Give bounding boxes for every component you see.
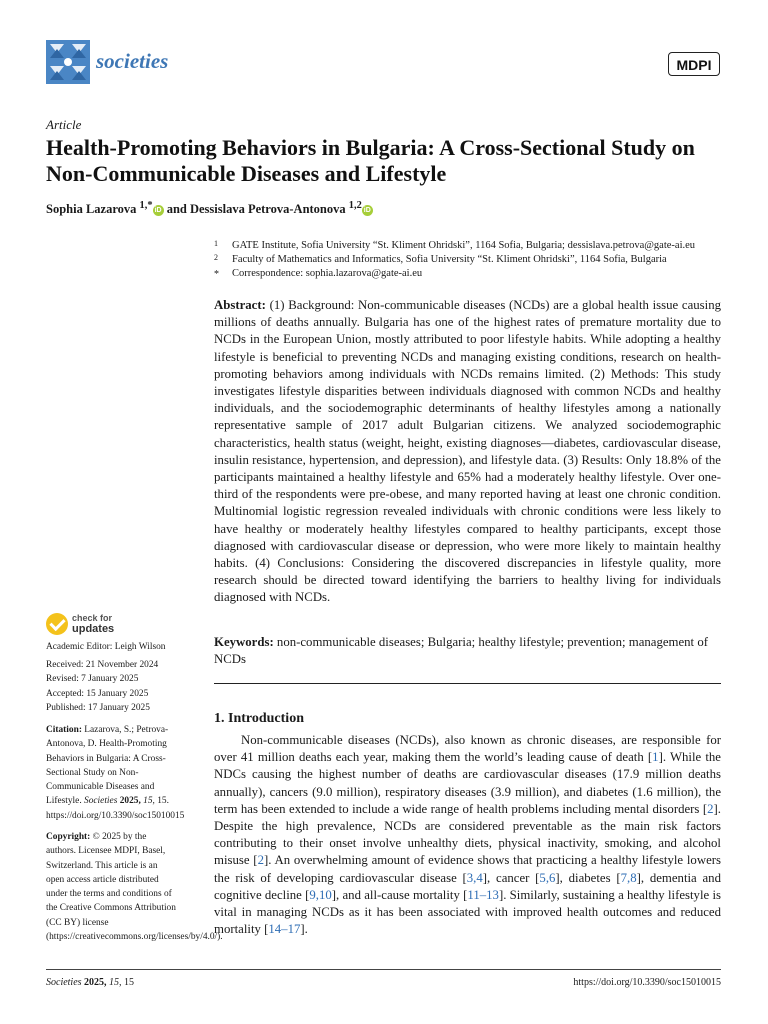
updates-label: updates <box>72 623 115 635</box>
affiliation-list <box>214 239 734 281</box>
abstract-text: (1) Background: Non-communicable diseases (NCDs) are a global health issue causing millions of deaths annually. Bulgaria has one of the highest rates of premature mortality due to NCDs in the European Union, mostly attributed to poor lifestyle habits. While adopting a healthy lifestyle is beneficial to preventing NCDs and managing existing conditions, research on health-promoting behaviors among individuals with NCDs remains limited. (2) Methods: This study investigates lifestyle disparities between individuals diagnosed with common NCDs and healthy individuals, and the sociodemographic determinants of healthy lifestyles among a nationally representative sample of 2017 adult Bulgarian citizens. We analyzed sociodemographic characteristics, health status (weight, height, existing diagnoses—diabetes, cardiovascular disease, insulin resistance, hypertension, and depression), and lifestyle data. (3) Results: Only 18.8% of the participants maintained a healthy lifestyle and 65% had a moderately healthy lifestyle. Over one-third of the respondents were pre-obese, and many reported having at least one chronic condition. Multinomial logistic regression revealed individuals with chronic conditions were less likely to have healthy or moderately healthy lifestyles compared to healthy participants, except those diagnosed with cardiovascular disease or depression, who were more likely to maintain healthy habits. (4) Conclusions: Considering the discovered discrepancies in lifestyle quality, more research should be directed toward identifying the barriers to healthy living for individuals diagnosed with NCDs. <box>214 298 722 605</box>
publication-dates <box>46 658 178 715</box>
check-for-updates-badge[interactable] <box>46 612 156 638</box>
body-text: ], cancer [ <box>482 870 540 885</box>
citation-link[interactable]: 14–17 <box>268 922 301 937</box>
academic-editor: Academic Editor: Leigh Wilson <box>46 642 166 652</box>
body-text: ]. <box>300 922 308 937</box>
citation-block <box>46 723 185 823</box>
author-conjunction: and <box>166 202 187 217</box>
orcid-icon[interactable]: iD <box>363 207 371 215</box>
body-text: ], dementia and cognitive decline [ <box>214 870 721 902</box>
author-list <box>46 200 373 217</box>
author-affiliation-mark: 1,* <box>139 200 153 211</box>
citation-link[interactable]: 2 <box>707 801 714 816</box>
citation-label: Citation: <box>46 725 82 735</box>
body-text: ], diabetes [ <box>555 870 621 885</box>
citation-link[interactable]: 7,8 <box>620 870 637 885</box>
body-text: ]. Similarly, sustaining a healthy lifestyle is vital in managing NCDs as it has been associated with improved health outcomes and reduced mortality [ <box>214 887 721 937</box>
copyright-label: Copyright: <box>46 832 91 842</box>
affiliation-item <box>214 253 734 267</box>
citation-link[interactable]: 3,4 <box>466 870 483 885</box>
publisher-logo: MDPI <box>668 52 720 76</box>
received-date: Received: 21 November 2024 <box>46 660 159 670</box>
published-date: Published: 17 January 2025 <box>46 702 150 713</box>
copyright-block <box>46 830 223 944</box>
orcid-icon[interactable]: iD <box>154 207 162 215</box>
check-label: check for <box>72 613 113 623</box>
body-text: Non-communicable diseases (NCDs), also known as chronic diseases, are responsible for over 41 million deaths each year, making them the world’s leading cause of death [ <box>214 733 721 765</box>
citation-volume: 15, <box>143 796 155 807</box>
body-text: ], and all-cause mortality [ <box>331 887 468 902</box>
affiliation-text: GATE Institute, Sofia University “St. Kliment Ohridski”, 1164 Sofia, Bulgaria; dessislava.petrova@gate-ai.eu <box>232 240 696 251</box>
author-name[interactable]: Sophia Lazarova <box>46 202 137 217</box>
copyright-text: © 2025 by the authors. Licensee MDPI, Basel, Switzerland. This article is an open access article distributed under the terms and conditions of the Creative Commons Attribution (CC BY) license (https://creativecommons.org/licenses/by/4.0/). <box>46 832 223 943</box>
footer-volume: 15, <box>109 977 122 988</box>
citation-link[interactable]: 11–13 <box>467 887 499 902</box>
section-title: 1. Introduction <box>214 711 304 726</box>
article-title: Health-Promoting Behaviors in Bulgaria: A Cross-Sectional Study on Non-Communicable Diseases and Lifestyle <box>46 135 695 186</box>
abstract-label: Abstract: <box>214 298 266 312</box>
citation-link[interactable]: 9,10 <box>309 887 332 902</box>
journal-name: societies <box>96 49 169 73</box>
body-text: ]. An overwhelming amount of evidence shows that practicing a healthy lifestyle lowers the risk of developing cardiovascular disease [ <box>214 853 721 885</box>
societies-logo-icon <box>46 40 90 84</box>
check-icon <box>46 613 68 635</box>
affiliation-item <box>214 239 734 253</box>
footer-divider <box>46 969 721 970</box>
abstract <box>214 297 721 607</box>
affiliation-mark: 1 <box>214 239 218 248</box>
footer-journal: Societies <box>46 977 82 988</box>
affiliation-item <box>214 267 734 281</box>
body-text: ]. While the NDCs causing the highest number of deaths are cardiovascular diseases (17.9 million deaths annually), cancers (9.0 million), respiratory diseases (3.9 million), and diabetes (1.6 million), the term has been extended to include a wide range of health problems including mental disorders [ <box>214 750 721 816</box>
revised-date: Revised: 7 January 2025 <box>46 674 139 685</box>
citation-year: 2025, <box>119 796 141 807</box>
citation-link[interactable]: 2 <box>257 853 264 868</box>
footer-doi-link[interactable]: https://doi.org/10.3390/soc15010015 <box>573 977 721 988</box>
accepted-date: Accepted: 15 January 2025 <box>46 688 149 699</box>
citation-text: Lazarova, S.; Petrova-Antonova, D. Health-Promoting Behaviors in Bulgaria: A Cross-Sectional Study on Non-Communicable Diseases and Lifestyle. <box>46 725 169 807</box>
citation-doi[interactable]: 15. https://doi.org/10.3390/soc15010015 <box>46 796 185 821</box>
body-text: ]. Despite the high prevalence, NCDs are considered preventable as the main risk factors contributing to their onset involve unhealthy diets, physical inactivity, smoking, and alcohol misuse [ <box>214 801 721 868</box>
footer-year: 2025, <box>84 977 107 988</box>
article-type: Article <box>46 117 82 132</box>
affiliation-mark: 2 <box>214 253 218 262</box>
footer-article-number: 15 <box>124 977 135 988</box>
affiliation-mark: * <box>214 269 219 280</box>
author-name[interactable]: Dessislava Petrova-Antonova <box>189 202 346 217</box>
keywords-text: non-communicable diseases; Bulgaria; healthy lifestyle; prevention; management of NCDs <box>214 635 708 667</box>
introduction-paragraph <box>214 732 721 938</box>
correspondence-text: Correspondence: sophia.lazarova@gate-ai.eu <box>232 268 423 279</box>
citation-journal: Societies <box>84 796 118 807</box>
author-affiliation-mark: 1,2 <box>348 200 362 211</box>
citation-link[interactable]: 1 <box>652 750 659 765</box>
keywords-label: Keywords: <box>214 635 274 649</box>
section-divider <box>214 683 721 684</box>
citation-link[interactable]: 5,6 <box>539 870 556 885</box>
keywords <box>214 634 721 668</box>
footer-citation <box>46 977 134 988</box>
affiliation-text: Faculty of Mathematics and Informatics, Sofia University “St. Kliment Ohridski”, 1164 Sofia, Bulgaria <box>232 254 667 265</box>
